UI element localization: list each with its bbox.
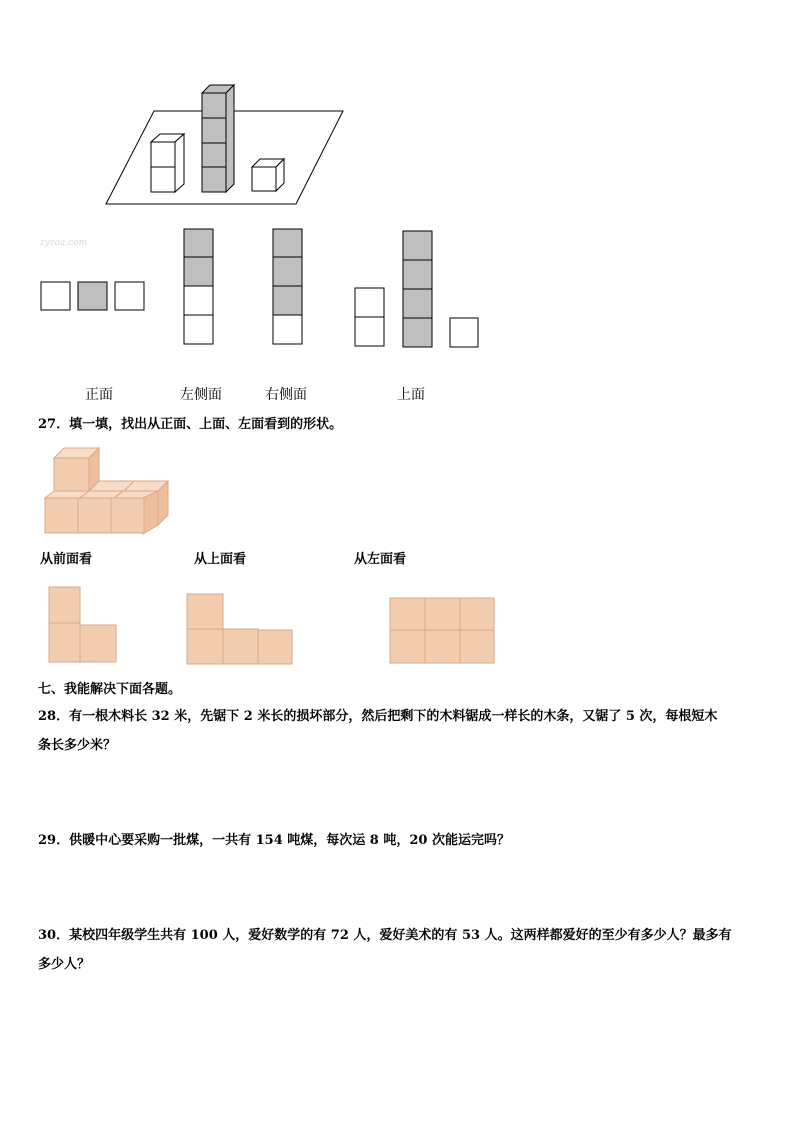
front-view-answer <box>49 587 116 662</box>
question-28-line1: 28．有一根木料长 32 米，先锯下 2 米长的损坏部分，然后把剩下的木料锯成一样长的木条，又锯了 5 次，每根短木 <box>38 709 718 724</box>
question-30-line2: 多少人？ <box>38 957 91 972</box>
label-left-view: 左侧面 <box>180 387 222 403</box>
label-front-view: 正面 <box>85 387 113 403</box>
section-7-heading: 七、我能解决下面各题。 <box>38 682 182 697</box>
label-right-view: 右侧面 <box>265 387 307 403</box>
label-top-view: 上面 <box>397 387 425 403</box>
watermark: zyzaa.com <box>40 238 88 248</box>
question-29: 29．供暖中心要采购一批煤，一共有 154 吨煤，每次运 8 吨，20 次能运完吗？ <box>38 833 510 848</box>
question-30-line1: 30．某校四年级学生共有 100 人，爱好数学的有 72 人，爱好美术的有 53 人。这两样都爱好的至少有多少人？最多有 <box>38 928 732 943</box>
label-view-from-left: 从左面看 <box>354 552 407 567</box>
top-view-answer <box>187 594 292 664</box>
question-28-line2: 条长多少米？ <box>38 738 117 753</box>
label-view-from-front: 从前面看 <box>40 552 93 567</box>
question-27: 27．填一填，找出从正面、上面、左面看到的形状。 <box>38 417 343 432</box>
label-view-from-top: 从上面看 <box>194 552 247 567</box>
left-view-answer <box>390 598 494 663</box>
